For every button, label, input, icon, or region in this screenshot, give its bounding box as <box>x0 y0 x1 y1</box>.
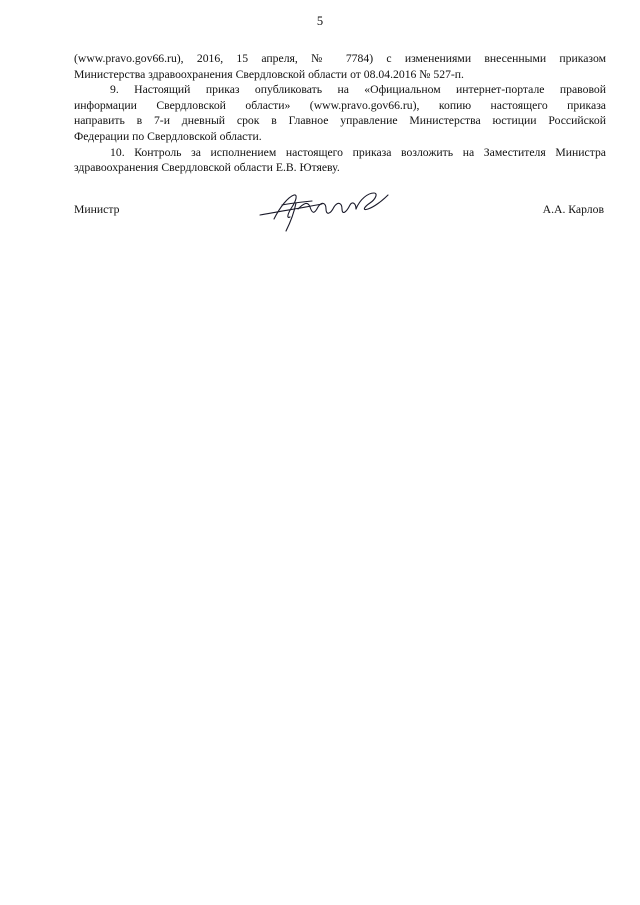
page-number: 5 <box>316 14 324 28</box>
signer-name: А.А. Карлов <box>542 203 604 216</box>
text-line: Федерации по Свердловской области. <box>74 129 262 143</box>
text-line: 10. Контроль за исполнением настоящего приказа возложить на Заместителя Министра <box>110 145 606 159</box>
paragraph-item-9 <box>74 82 606 144</box>
document-body <box>74 51 606 176</box>
text-line: информации Свердловской области» (www.pravo.gov66.ru), копию настоящего приказа <box>74 98 606 112</box>
text-line: 9. Настоящий приказ опубликовать на «Официальном интернет-портале правовой <box>110 83 606 97</box>
text-line: Министерства здравоохранения Свердловской области от 08.04.2016 № 527-п. <box>74 67 464 81</box>
text-line: (www.pravo.gov66.ru), 2016, 15 апреля, № 7784) с изменениями внесенными приказом <box>74 52 606 65</box>
signature-block <box>74 199 604 239</box>
text-line: здравоохранения Свердловской области Е.В. Ютяеву. <box>74 161 340 175</box>
paragraph-item-10 <box>74 145 606 176</box>
text-line: направить в 7-и дневный срок в Главное управление Министерства юстиции Российской <box>74 114 606 128</box>
signer-title: Министр <box>74 203 120 216</box>
paragraph-continuation <box>74 51 606 82</box>
handwritten-signature <box>252 185 402 235</box>
